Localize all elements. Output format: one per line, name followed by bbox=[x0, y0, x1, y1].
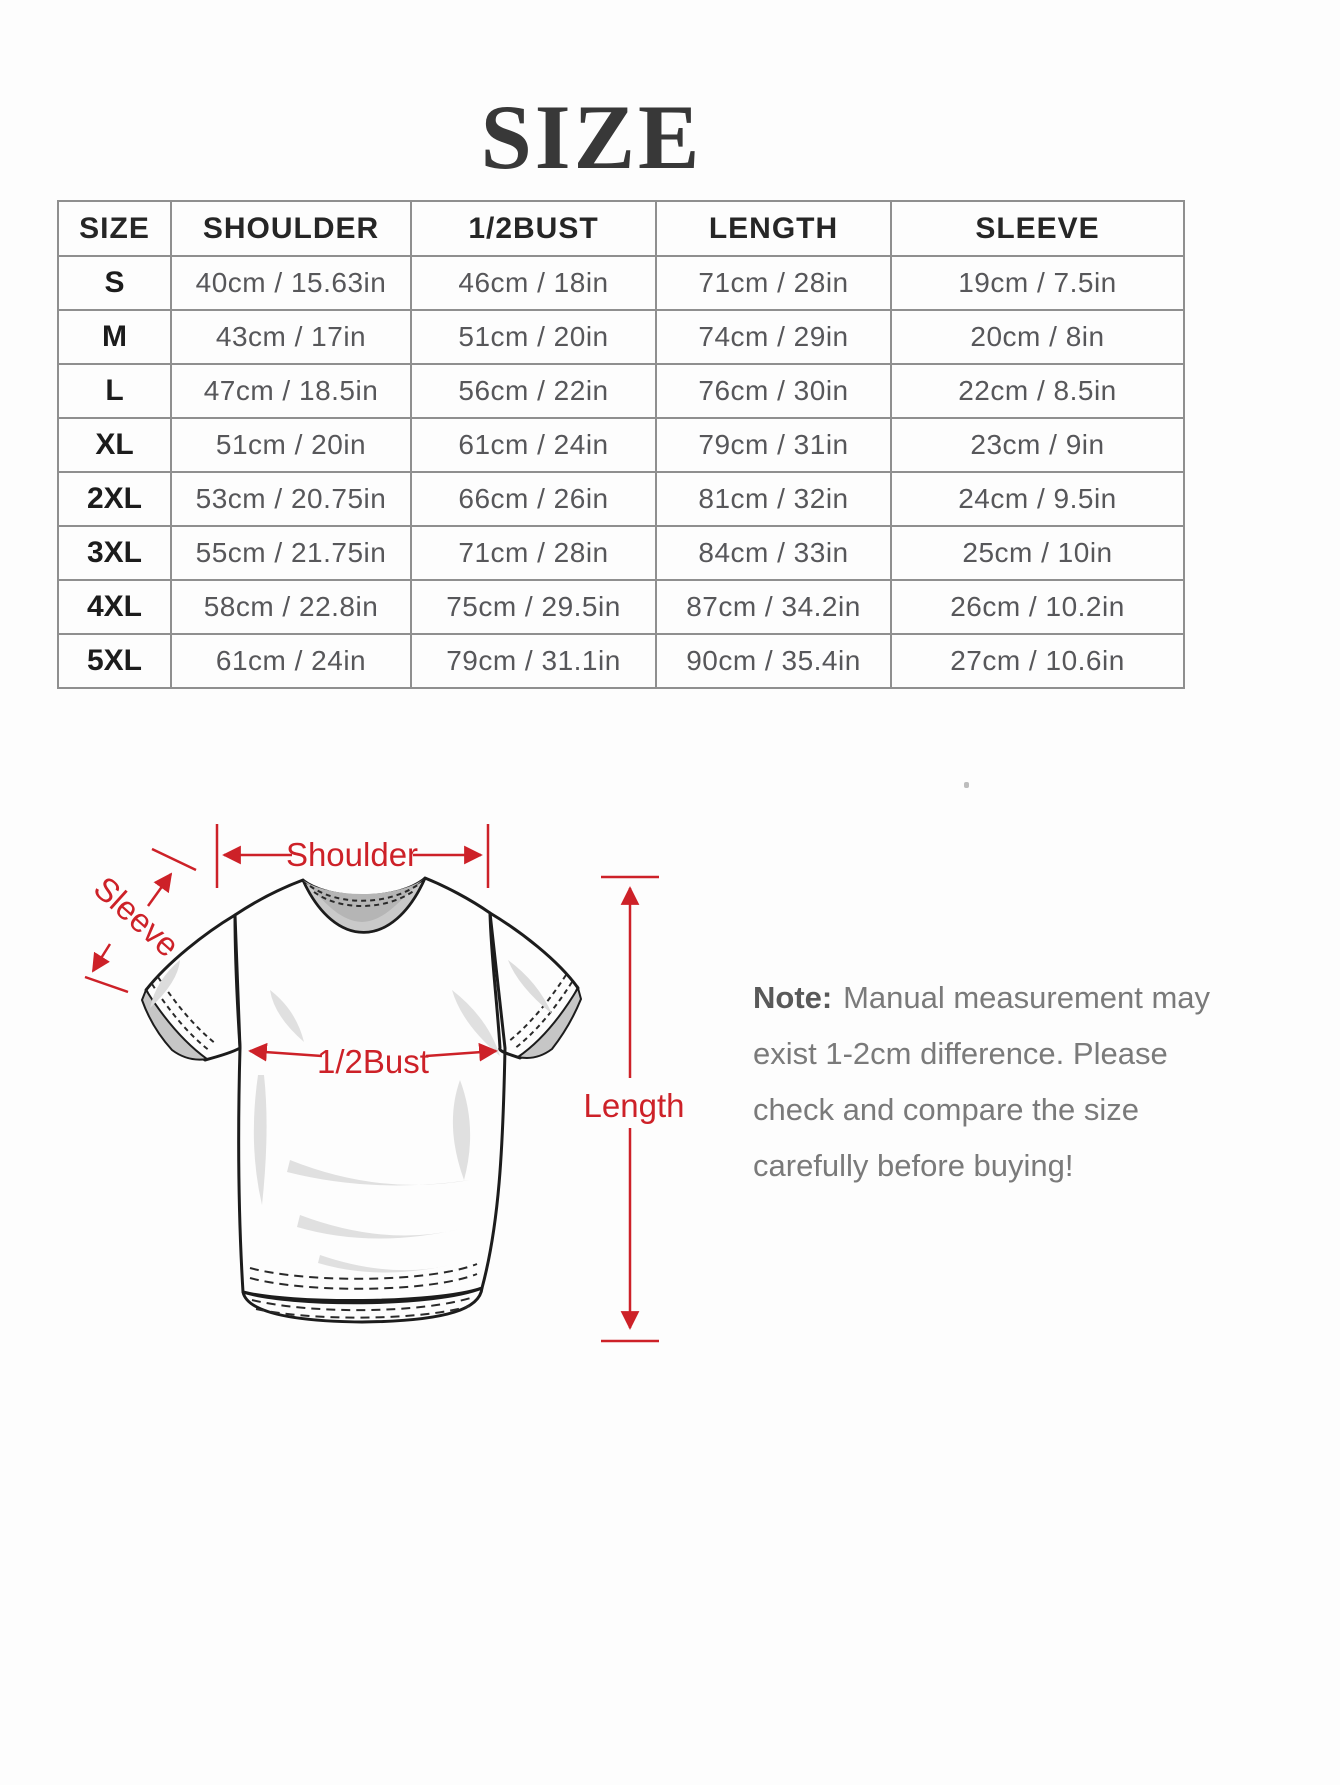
size-cell: XL bbox=[58, 418, 171, 472]
bust-arrow-left bbox=[250, 1051, 322, 1056]
shoulder-cell: 55cm / 21.75in bbox=[171, 526, 411, 580]
sleeve-arrow-up bbox=[148, 874, 171, 906]
size-cell: L bbox=[58, 364, 171, 418]
shoulder-label: Shoulder bbox=[285, 836, 419, 873]
shoulder-cell: 61cm / 24in bbox=[171, 634, 411, 688]
table-row bbox=[58, 526, 1184, 580]
column-header-sleeve: SLEEVE bbox=[891, 201, 1184, 256]
shoulder-cell: 53cm / 20.75in bbox=[171, 472, 411, 526]
table-row bbox=[58, 256, 1184, 310]
table-row bbox=[58, 580, 1184, 634]
shoulder-cell: 47cm / 18.5in bbox=[171, 364, 411, 418]
size-cell: 3XL bbox=[58, 526, 171, 580]
shoulder-cell: 51cm / 20in bbox=[171, 418, 411, 472]
table-row bbox=[58, 364, 1184, 418]
shoulder-dimension bbox=[217, 824, 488, 888]
sleeve-cell: 20cm / 8in bbox=[891, 310, 1184, 364]
length-cell: 90cm / 35.4in bbox=[656, 634, 891, 688]
stray-mark bbox=[964, 782, 969, 788]
sleeve-wrinkle bbox=[508, 960, 552, 1014]
length-cell: 76cm / 30in bbox=[656, 364, 891, 418]
table-row bbox=[58, 418, 1184, 472]
shoulder-cell: 58cm / 22.8in bbox=[171, 580, 411, 634]
bust-cell: 51cm / 20in bbox=[411, 310, 656, 364]
size-table bbox=[57, 200, 1185, 689]
sleeve-dimension bbox=[85, 849, 196, 992]
bust-cell: 66cm / 26in bbox=[411, 472, 656, 526]
note-label: Note: bbox=[753, 980, 833, 1015]
tshirt-drawing bbox=[142, 878, 581, 1322]
length-cell: 71cm / 28in bbox=[656, 256, 891, 310]
page-title: SIZE bbox=[480, 86, 703, 188]
tshirt-measurement-diagram bbox=[55, 740, 745, 1390]
length-cell: 84cm / 33in bbox=[656, 526, 891, 580]
sleeve-tick-bottom bbox=[85, 977, 128, 992]
length-cell: 74cm / 29in bbox=[656, 310, 891, 364]
shoulder-cell: 43cm / 17in bbox=[171, 310, 411, 364]
sleeve-cell: 27cm / 10.6in bbox=[891, 634, 1184, 688]
sleeve-cell: 19cm / 7.5in bbox=[891, 256, 1184, 310]
length-dimension bbox=[584, 877, 685, 1341]
sleeve-cell: 24cm / 9.5in bbox=[891, 472, 1184, 526]
column-header-shoulder: SHOULDER bbox=[171, 201, 411, 256]
length-cell: 87cm / 34.2in bbox=[656, 580, 891, 634]
shoulder-cell: 40cm / 15.63in bbox=[171, 256, 411, 310]
bust-cell: 71cm / 28in bbox=[411, 526, 656, 580]
length-cell: 79cm / 31in bbox=[656, 418, 891, 472]
bust-label: 1/2Bust bbox=[317, 1043, 429, 1080]
sleeve-cell: 26cm / 10.2in bbox=[891, 580, 1184, 634]
sleeve-cell: 23cm / 9in bbox=[891, 418, 1184, 472]
size-cell: 5XL bbox=[58, 634, 171, 688]
sleeve-cell: 25cm / 10in bbox=[891, 526, 1184, 580]
column-header-length: LENGTH bbox=[656, 201, 891, 256]
size-cell: 2XL bbox=[58, 472, 171, 526]
table-row bbox=[58, 310, 1184, 364]
fabric-wrinkles bbox=[254, 990, 500, 1273]
column-header-bust: 1/2BUST bbox=[411, 201, 656, 256]
size-cell: 4XL bbox=[58, 580, 171, 634]
note-text: Manual measurement may exist 1-2cm difference. Please check and compare the size carefully before buying! bbox=[753, 980, 1211, 1183]
size-cell: S bbox=[58, 256, 171, 310]
table-header-row bbox=[58, 201, 1184, 256]
bust-cell: 46cm / 18in bbox=[411, 256, 656, 310]
sleeve-label: Sleeve bbox=[86, 868, 187, 964]
table-row bbox=[58, 634, 1184, 688]
sleeve-tick-top bbox=[152, 849, 196, 870]
bust-cell: 61cm / 24in bbox=[411, 418, 656, 472]
bust-dimension bbox=[250, 1043, 496, 1080]
bust-cell: 79cm / 31.1in bbox=[411, 634, 656, 688]
table-row bbox=[58, 472, 1184, 526]
hem-stitch bbox=[250, 1274, 477, 1289]
bust-arrow-right bbox=[426, 1051, 496, 1056]
sleeve-cell: 22cm / 8.5in bbox=[891, 364, 1184, 418]
bust-cell: 75cm / 29.5in bbox=[411, 580, 656, 634]
length-cell: 81cm / 32in bbox=[656, 472, 891, 526]
sleeve-arrow-down bbox=[93, 944, 110, 971]
size-cell: M bbox=[58, 310, 171, 364]
bust-cell: 56cm / 22in bbox=[411, 364, 656, 418]
column-header-size: SIZE bbox=[58, 201, 171, 256]
length-label: Length bbox=[583, 1087, 685, 1124]
measurement-note bbox=[753, 970, 1221, 1194]
